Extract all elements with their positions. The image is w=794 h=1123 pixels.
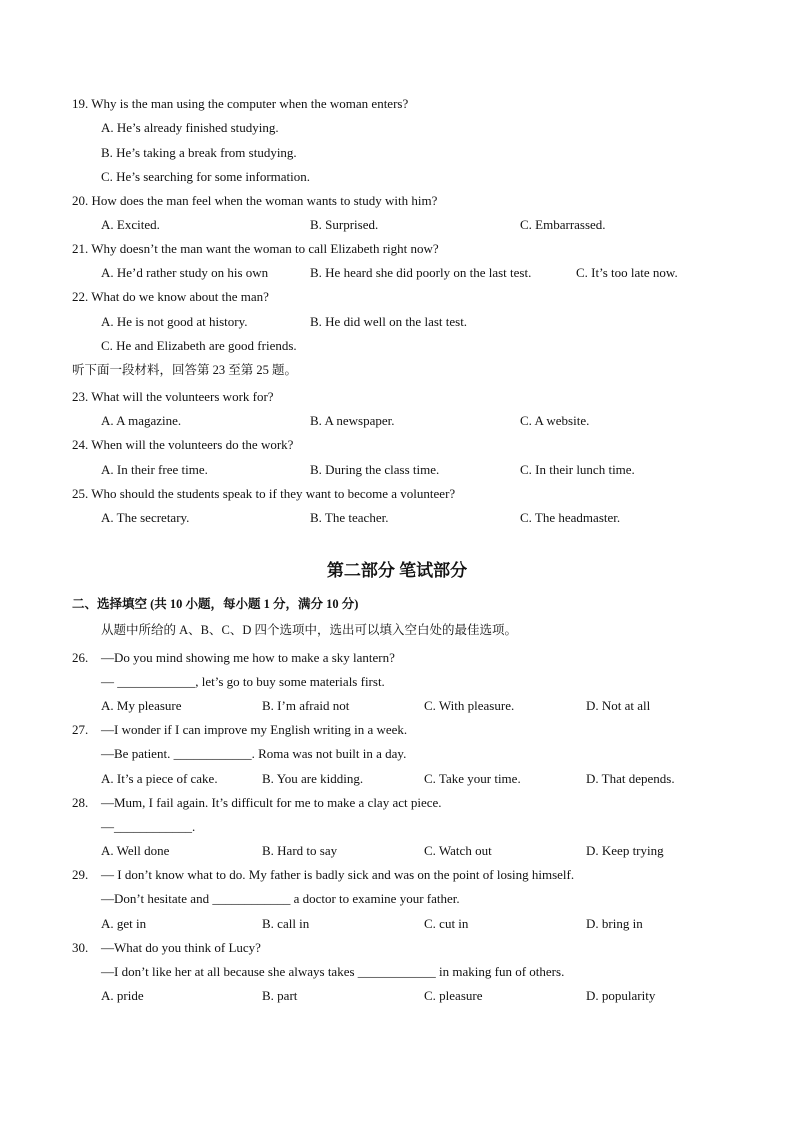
question-26-line-2: — ____________, let’s go to buy some materials first. — [101, 674, 385, 689]
question-29-option-a: A. get in — [101, 916, 147, 931]
question-28-option-a: A. Well done — [101, 843, 170, 858]
question-20-option-c: C. Embarrassed. — [520, 217, 606, 232]
question-22-stem: 22. What do we know about the man? — [72, 289, 269, 304]
question-29-line-1: — I don’t know what to do. My father is badly sick and was on the point of losing himself. — [101, 867, 575, 882]
question-24-option-b: B. During the class time. — [310, 462, 440, 477]
question-19-stem: 19. Why is the man using the computer when the woman enters? — [72, 96, 409, 111]
question-23-option-a: A. A magazine. — [101, 413, 182, 428]
question-19-option-b: B. He’s taking a break from studying. — [101, 145, 297, 160]
question-26-option-b: B. I’m afraid not — [262, 698, 350, 713]
section-title: 二、选择填空 (共 10 小题，每小题 1 分，满分 10 分) — [72, 597, 359, 611]
question-25-option-a: A. The secretary. — [101, 510, 190, 525]
listening-instruction: 听下面一段材料，回答第 23 至第 25 题。 — [72, 363, 298, 377]
question-27-option-b: B. You are kidding. — [262, 771, 364, 786]
question-20-option-b: B. Surprised. — [310, 217, 379, 232]
question-28-option-d: D. Keep trying — [586, 843, 664, 858]
question-26-line-1: —Do you mind showing me how to make a sky lantern? — [101, 650, 395, 665]
question-30-line-1: —What do you think of Lucy? — [101, 940, 261, 955]
question-28-number: 28. — [72, 795, 89, 810]
question-23-option-b: B. A newspaper. — [310, 413, 395, 428]
question-19-option-a: A. He’s already finished studying. — [101, 120, 279, 135]
question-21-option-c: C. It’s too late now. — [576, 265, 678, 280]
question-20-stem: 20. How does the man feel when the woman wants to study with him? — [72, 193, 438, 208]
question-28-option-b: B. Hard to say — [262, 843, 338, 858]
question-30-option-c: C. pleasure — [424, 988, 483, 1003]
question-26-option-c: C. With pleasure. — [424, 698, 515, 713]
question-24-option-c: C. In their lunch time. — [520, 462, 635, 477]
question-27-line-2: —Be patient. ____________. Roma was not built in a day. — [101, 746, 407, 761]
question-25-option-b: B. The teacher. — [310, 510, 389, 525]
question-21-option-a: A. He’d rather study on his own — [101, 265, 269, 280]
question-22-option-b: B. He did well on the last test. — [310, 314, 468, 329]
question-30-option-a: A. pride — [101, 988, 144, 1003]
section-instruction: 从题中所给的 A、B、C、D 四个选项中，选出可以填入空白处的最佳选项。 — [101, 623, 517, 637]
part-2-heading: 第二部分 笔试部分 — [326, 561, 468, 580]
question-23-stem: 23. What will the volunteers work for? — [72, 389, 274, 404]
question-21-stem: 21. Why doesn’t the man want the woman to call Elizabeth right now? — [72, 241, 439, 256]
question-28-line-2: —____________. — [101, 819, 196, 834]
question-20-option-a: A. Excited. — [101, 217, 160, 232]
question-24-stem: 24. When will the volunteers do the work? — [72, 437, 294, 452]
question-23-option-c: C. A website. — [520, 413, 590, 428]
question-27-number: 27. — [72, 722, 89, 737]
question-27-option-c: C. Take your time. — [424, 771, 521, 786]
question-30-option-b: B. part — [262, 988, 298, 1003]
question-29-option-b: B. call in — [262, 916, 310, 931]
question-25-option-c: C. The headmaster. — [520, 510, 621, 525]
question-27-option-a: A. It’s a piece of cake. — [101, 771, 218, 786]
question-26-number: 26. — [72, 650, 89, 665]
question-28-line-1: —Mum, I fail again. It’s difficult for me to make a clay act piece. — [101, 795, 442, 810]
question-24-option-a: A. In their free time. — [101, 462, 208, 477]
question-22-option-a: A. He is not good at history. — [101, 314, 248, 329]
question-25-stem: 25. Who should the students speak to if they want to become a volunteer? — [72, 486, 456, 501]
question-29-number: 29. — [72, 867, 89, 882]
question-30-number: 30. — [72, 940, 89, 955]
question-30-line-2: —I don’t like her at all because she always takes ____________ in making fun of others. — [101, 964, 565, 979]
question-29-option-c: C. cut in — [424, 916, 469, 931]
question-27-option-d: D. That depends. — [586, 771, 675, 786]
question-22-option-c: C. He and Elizabeth are good friends. — [101, 338, 297, 353]
question-26-option-a: A. My pleasure — [101, 698, 182, 713]
question-27-line-1: —I wonder if I can improve my English writing in a week. — [101, 722, 408, 737]
question-28-option-c: C. Watch out — [424, 843, 492, 858]
question-26-option-d: D. Not at all — [586, 698, 651, 713]
question-29-option-d: D. bring in — [586, 916, 643, 931]
question-21-option-b: B. He heard she did poorly on the last test. — [310, 265, 532, 280]
question-29-line-2: —Don’t hesitate and ____________ a doctor to examine your father. — [101, 891, 460, 906]
question-30-option-d: D. popularity — [586, 988, 656, 1003]
question-19-option-c: C. He’s searching for some information. — [101, 169, 311, 184]
